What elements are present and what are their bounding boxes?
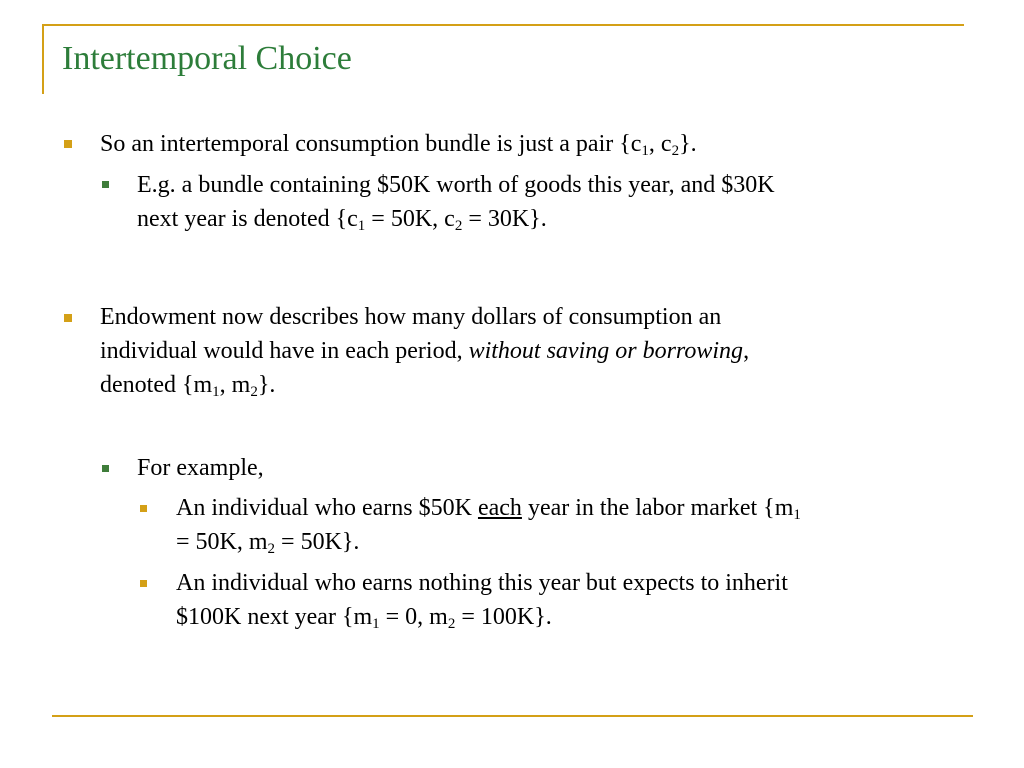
bullet-square-icon xyxy=(140,505,147,512)
bullet-for-example: For example, xyxy=(137,455,264,481)
bullet-bundle: So an intertemporal consumption bundle is just a pair {$c_1$, $c_2$}. xyxy=(100,131,697,159)
bullet-bundle-example: E.g. a bundle containing $50K worth of goods this year, and $30K next year is denoted {$c_1 = 50K$, $c_2 = 30K$}. xyxy=(137,172,775,234)
bullet-square-icon xyxy=(64,314,72,322)
bullet-inheritor-example: An individual who earns nothing this year but expects to inherit $100K next year {$m_1 = 0$, $m_2 = 100K$}. xyxy=(176,570,788,632)
bullet-endowment: Endowment now describes how many dollars of consumption an individual would have in each period, without saving or borrowing, denoted {$m_1$, $m_2$}. xyxy=(100,304,750,400)
bullet-earner-example: An individual who earns $50K each year in the labor market {$m_1 = 50K$, $m_2 = 50K$}. xyxy=(176,495,801,557)
frame-top-rule xyxy=(42,24,964,26)
bullet-square-icon xyxy=(140,580,147,587)
bullet-square-icon xyxy=(64,140,72,148)
frame-left-rule xyxy=(42,24,44,94)
frame-bottom-rule xyxy=(52,715,973,717)
slide-title: Intertemporal Choice xyxy=(62,40,352,77)
bullet-square-icon xyxy=(102,181,109,188)
bullet-square-icon xyxy=(102,465,109,472)
